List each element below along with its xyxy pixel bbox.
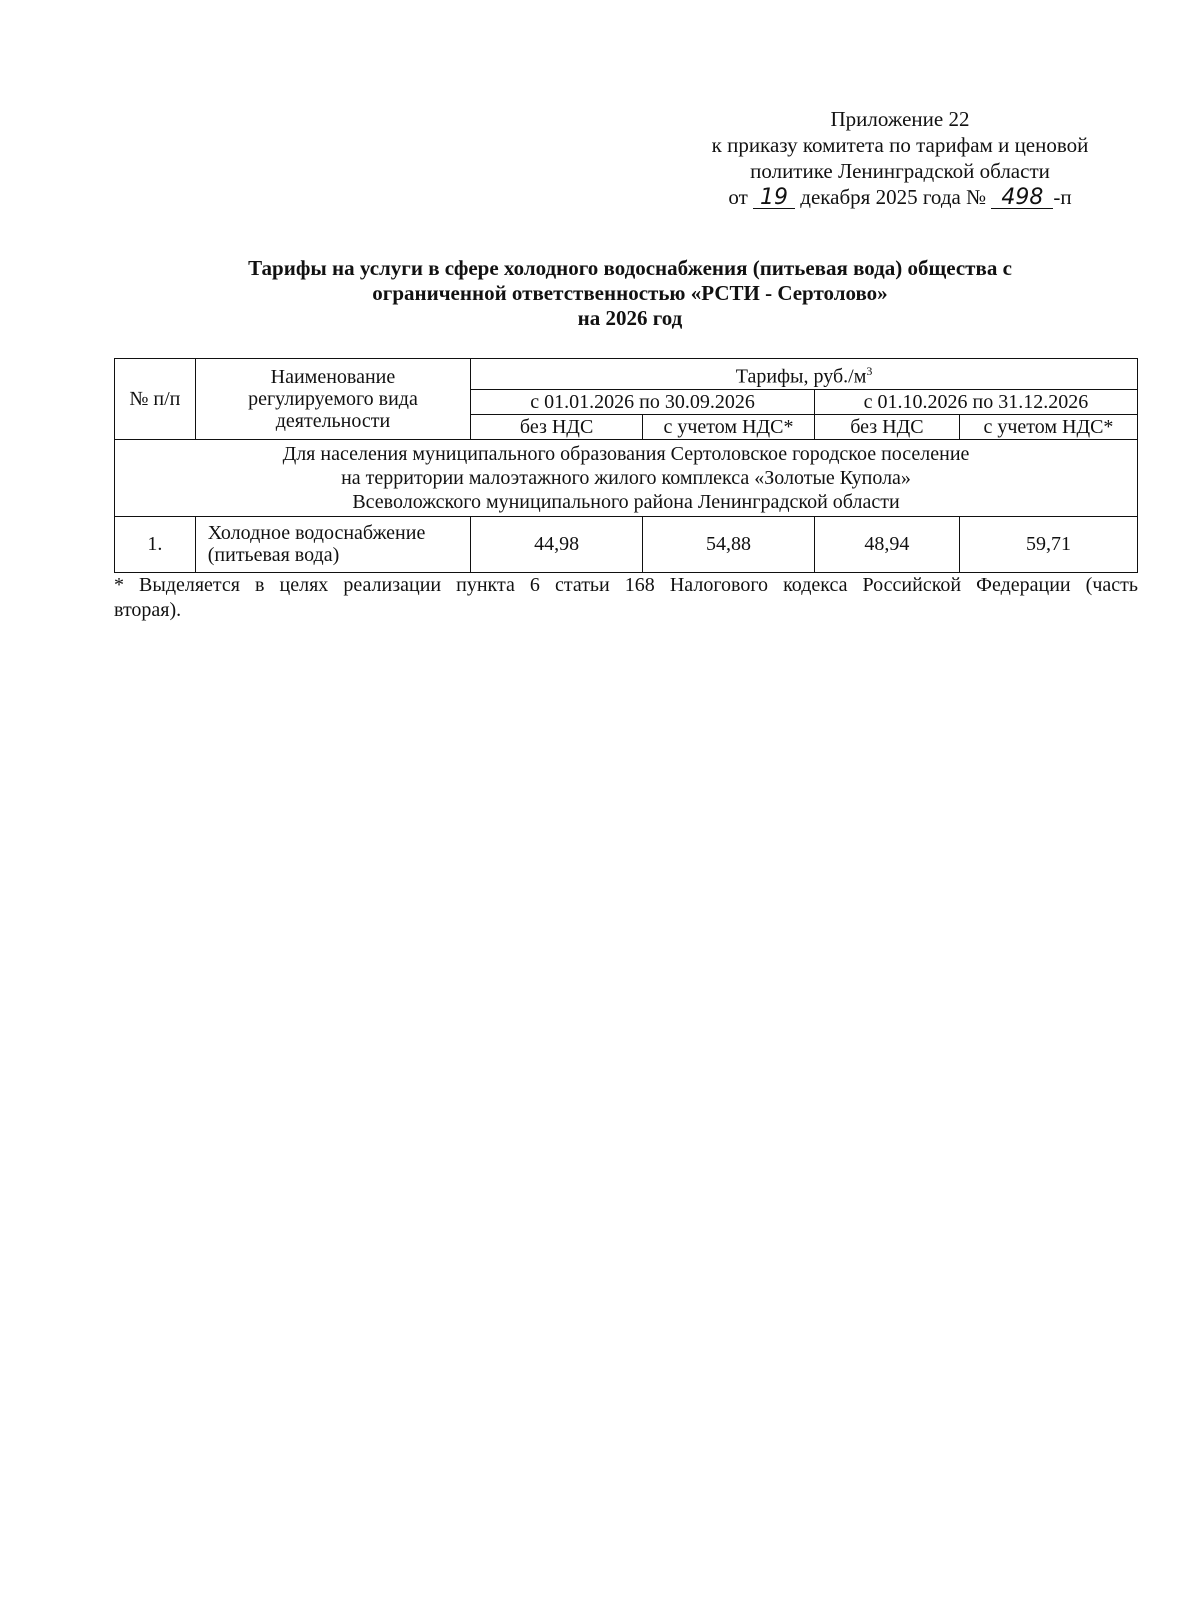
title-line-1: Тарифы на услуги в сфере холодного водоснабжения (питьевая вода) общества с bbox=[248, 256, 1012, 280]
date-day-handwritten: 19 bbox=[753, 188, 795, 209]
row-p1-without-vat: 44,98 bbox=[471, 516, 643, 572]
document-title bbox=[110, 256, 1150, 331]
header-p1-without-vat: без НДС bbox=[471, 414, 643, 439]
header-p2-without-vat: без НДС bbox=[814, 414, 959, 439]
date-rest: декабря 2025 года № bbox=[800, 185, 987, 209]
header-p1-with-vat: с учетом НДС* bbox=[643, 414, 815, 439]
appendix-header bbox=[640, 106, 1160, 210]
vat-footnote bbox=[114, 573, 1138, 623]
table-row bbox=[115, 516, 1138, 572]
group-line-3: Всеволожского муниципального района Ленинградской области bbox=[352, 490, 900, 513]
header-tariffs: Тарифы, $руб./м^3$ bbox=[471, 359, 1138, 390]
appendix-date-line bbox=[640, 184, 1160, 210]
appendix-number: Приложение 22 bbox=[830, 107, 970, 131]
date-prefix: от bbox=[728, 185, 748, 209]
header-activity-name: Наименование регулируемого вида деятельности bbox=[195, 359, 470, 440]
footnote-line-2: вторая). bbox=[114, 599, 182, 621]
unit-superscript: 3 bbox=[866, 364, 873, 378]
header-p2-with-vat: с учетом НДС* bbox=[959, 414, 1137, 439]
order-suffix: -п bbox=[1053, 185, 1072, 209]
title-line-3: на 2026 год bbox=[577, 306, 683, 330]
row-p2-without-vat: 48,94 bbox=[814, 516, 959, 572]
order-number-handwritten: 498 bbox=[991, 188, 1053, 209]
appendix-order-ref: к приказу комитета по тарифам и ценовой bbox=[711, 133, 1089, 157]
table-group-row bbox=[115, 439, 1138, 516]
group-line-1: Для населения муниципального образования Сертоловское городское поселение bbox=[282, 442, 970, 465]
header-period-2: с 01.10.2026 по 31.12.2026 bbox=[814, 389, 1137, 414]
row-activity: Холодное водоснабжение (питьевая вода) bbox=[195, 516, 470, 572]
table-header-row-1 bbox=[115, 359, 1138, 390]
row-p1-with-vat: 54,88 bbox=[643, 516, 815, 572]
group-line-2: на территории малоэтажного жилого комплекса «Золотые Купола» bbox=[341, 466, 911, 489]
row-p2-with-vat: 59,71 bbox=[959, 516, 1137, 572]
title-line-2: ограниченной ответственностью «РСТИ - Сертолово» bbox=[372, 281, 888, 305]
appendix-order-ref-cont: политике Ленинградской области bbox=[750, 159, 1050, 183]
tariffs-table bbox=[114, 358, 1138, 573]
footnote-line-1: * Выделяется в целях реализации пункта 6 статьи 168 Налогового кодекса Российской Федерации (часть bbox=[114, 574, 1138, 596]
row-num: 1. bbox=[115, 516, 196, 572]
header-num: № п/п bbox=[115, 359, 196, 440]
group-consumers bbox=[115, 439, 1138, 516]
header-period-1: с 01.01.2026 по 30.09.2026 bbox=[471, 389, 815, 414]
